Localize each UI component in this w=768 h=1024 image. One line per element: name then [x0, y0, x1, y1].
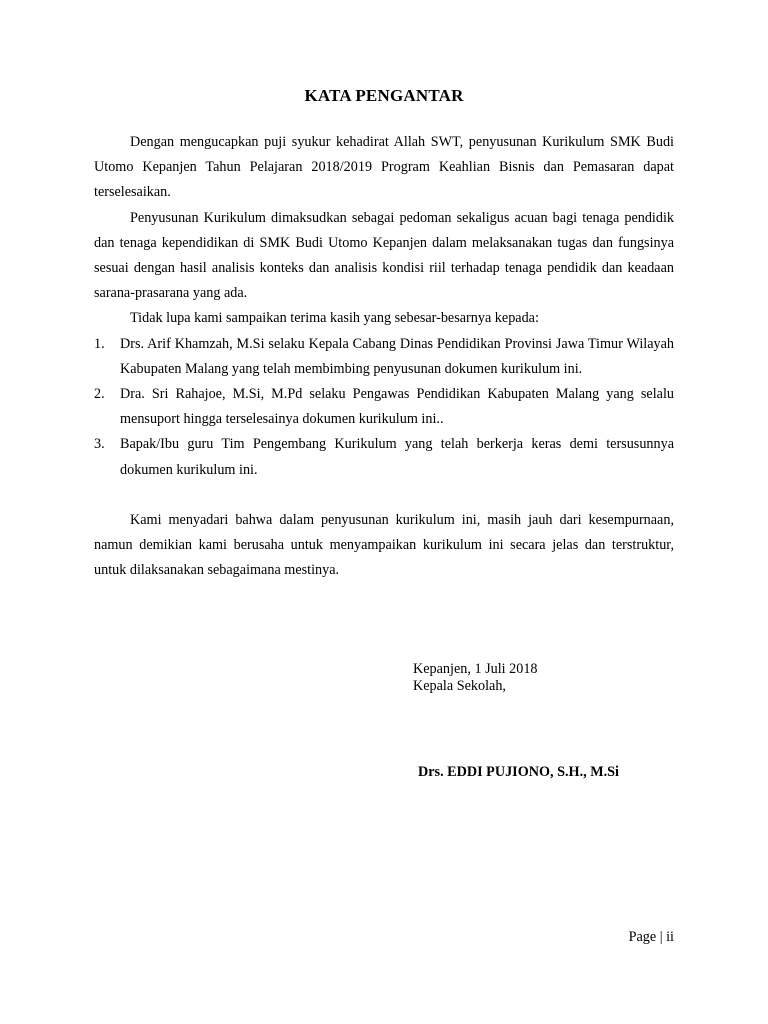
- spacer: [94, 483, 674, 508]
- signature-block: [413, 661, 538, 695]
- list-item: [94, 332, 674, 382]
- thanks-paragraph: Tidak lupa kami sampaikan terima kasih yang sebesar-besarnya kepada:: [130, 310, 539, 327]
- list-item-number: 3.: [94, 436, 105, 453]
- list-item-number: 1.: [94, 335, 105, 352]
- list-item-number: 2.: [94, 386, 105, 403]
- list-item-text: Dra. Sri Rahajoe, M.Si, M.Pd selaku Pengawas Pendidikan Kabupaten Malang yang selalu mensuport hingga terselesainya dokumen kurikulum ini..: [120, 386, 674, 428]
- document-body: [94, 130, 674, 583]
- page-title: KATA PENGANTAR: [304, 86, 464, 105]
- signer-name: Drs. EDDI PUJIONO, S.H., M.Si: [418, 764, 620, 780]
- list-item-text: Drs. Arif Khamzah, M.Si selaku Kepala Cabang Dinas Pendidikan Provinsi Jawa Timur Wilayah Kabupaten Malang yang telah membimbing penyusunan dokumen kurikulum ini.: [120, 335, 674, 377]
- page-number: Page | ii: [628, 929, 674, 945]
- purpose-paragraph: Penyusunan Kurikulum dimaksudkan sebagai pedoman sekaligus acuan bagi tenaga pendidik dan tenaga kependidikan di SMK Budi Utomo Kepanjen dalam melaksanakan tugas dan fungsinya sesuai dengan hasil analisis konteks dan analisis kondisi riil terhadap tenaga pendidik dan keadaan sarana-prasarana yang ada.: [94, 209, 674, 302]
- list-item-text: Bapak/Ibu guru Tim Pengembang Kurikulum yang telah berkerja keras demi tersusunnya dokumen kurikulum ini.: [120, 436, 674, 478]
- acknowledgement-list: [94, 332, 674, 483]
- signature-position: Kepala Sekolah,: [413, 678, 506, 694]
- intro-paragraph: Dengan mengucapkan puji syukur kehadirat Allah SWT, penyusunan Kurikulum SMK Budi Utomo Kepanjen Tahun Pelajaran 2018/2019 Program Keahlian Bisnis dan Pemasaran dapat terselesaikan.: [94, 134, 674, 201]
- list-item: [94, 432, 674, 482]
- closing-paragraph: Kami menyadari bahwa dalam penyusunan kurikulum ini, masih jauh dari kesempurnaan, namun demikian kami berusaha untuk menyampaikan kurikulum ini secara jelas dan terstruktur, untuk dilaksanakan sebagaimana mestinya.: [94, 511, 674, 579]
- list-item: [94, 382, 674, 432]
- signature-place-date: Kepanjen, 1 Juli 2018: [413, 661, 538, 677]
